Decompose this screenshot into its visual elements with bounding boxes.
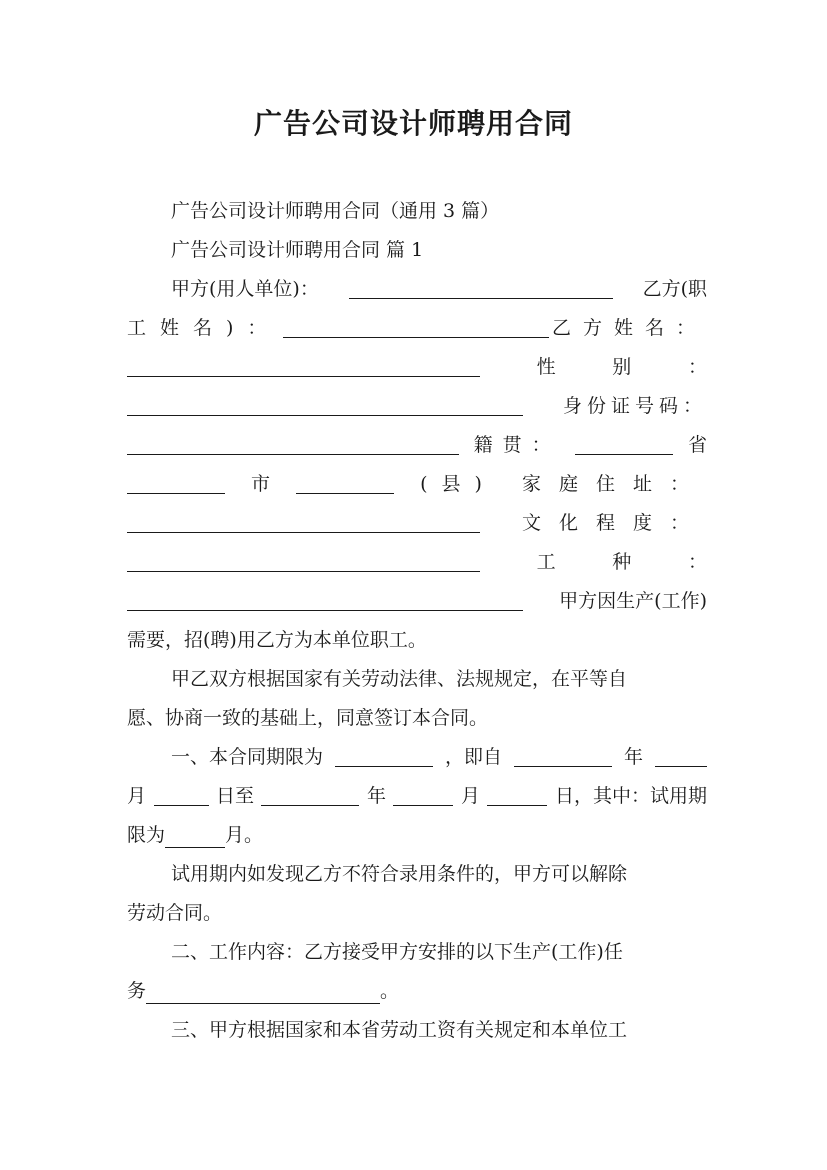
address-label: 家庭住址： (521, 473, 707, 495)
city-blank[interactable] (296, 474, 394, 494)
education-blank[interactable] (127, 552, 480, 572)
clause3-line1: 三、甲方根据国家和本省劳动工资有关规定和本单位工 (171, 1019, 628, 1041)
end-month-blank[interactable] (393, 786, 453, 806)
county-label: (县) (420, 473, 496, 495)
job-line (127, 549, 707, 575)
address-blank[interactable] (127, 513, 480, 533)
party-b-label-start: 乙方(职 (642, 278, 707, 300)
clause1-d: 限为 (127, 824, 166, 846)
party-a-label: 甲方(用人单位)： (171, 278, 319, 300)
clause2-a: 务 (127, 980, 147, 1002)
probation-line2: 劳动合同。 (127, 902, 223, 924)
province-label: 省 (687, 434, 707, 456)
day-to-label: 日至 (215, 785, 254, 807)
para2-line2: 愿、协商一致的基础上，同意签订本合同。 (127, 707, 489, 729)
education-label: 文化程度： (521, 512, 707, 534)
b-name-blank[interactable] (127, 357, 480, 377)
end-year-blank[interactable] (261, 786, 359, 806)
year-label-1: 年 (623, 746, 643, 768)
party-a-blank[interactable] (349, 279, 613, 299)
id-blank[interactable] (127, 435, 459, 455)
gender-line (127, 354, 707, 380)
party-b-blank[interactable] (283, 318, 549, 338)
clause1-line2 (127, 783, 707, 809)
month-label-1: 月 (127, 785, 147, 807)
job-blank[interactable] (127, 591, 523, 611)
clause1-line1 (171, 744, 707, 770)
party-line (171, 276, 707, 302)
native-line (127, 432, 707, 458)
year-label-2: 年 (366, 785, 386, 807)
probation-line1: 试用期内如发现乙方不符合录用条件的，甲方可以解除 (171, 863, 628, 885)
clause1-b: ，即自 (444, 746, 502, 768)
employ-reason-end: 需要，招(聘)用乙方为本单位职工。 (127, 629, 427, 651)
clause2-line2 (127, 978, 707, 1004)
subtitle: 广告公司设计师聘用合同（通用 3 篇） (171, 200, 500, 222)
clause1-c: 日，其中：试用期 (554, 785, 707, 807)
id-label: 身份证号码： (562, 395, 707, 417)
job-label-1: 工 (536, 551, 556, 573)
task-blank[interactable] (146, 984, 380, 1004)
province-blank[interactable] (575, 435, 673, 455)
probation-blank[interactable] (165, 828, 225, 848)
gender-label-2: 别 (612, 356, 632, 378)
gender-blank[interactable] (127, 396, 523, 416)
clause1-a: 一、本合同期限为 (171, 746, 324, 768)
party-b-label-end: 工姓名)： (127, 317, 281, 339)
b-name-label: 乙方姓名： (551, 317, 707, 339)
party-b-line (127, 315, 707, 341)
clause1-line3 (127, 822, 707, 848)
end-day-blank[interactable] (487, 786, 547, 806)
employ-reason: 甲方因生产(工作) (559, 590, 707, 612)
id-line (127, 393, 707, 419)
native-label: 籍贯： (473, 434, 561, 456)
gender-label-1: 性 (536, 356, 556, 378)
start-day-blank[interactable] (154, 786, 209, 806)
term-blank[interactable] (335, 747, 433, 767)
section-heading: 广告公司设计师聘用合同 篇 1 (171, 239, 424, 261)
province-name-blank[interactable] (127, 474, 225, 494)
education-line (127, 510, 707, 536)
document-title: 广告公司设计师聘用合同 (253, 107, 573, 140)
job-label-2: 种 (612, 551, 632, 573)
city-label: 市 (251, 473, 271, 495)
clause2-b: 。 (380, 980, 400, 1002)
month-label-2: 月 (460, 785, 480, 807)
job-colon: ： (687, 551, 707, 573)
clause1-e: 月。 (225, 824, 264, 846)
employ-line (127, 588, 707, 614)
address-line (127, 471, 707, 497)
start-year-blank[interactable] (514, 747, 612, 767)
gender-colon: ： (687, 356, 707, 378)
clause2-line1: 二、工作内容：乙方接受甲方安排的以下生产(工作)任 (171, 941, 623, 963)
start-month-blank[interactable] (655, 747, 707, 767)
para2-line1: 甲乙双方根据国家有关劳动法律、法规规定，在平等自 (171, 668, 628, 690)
